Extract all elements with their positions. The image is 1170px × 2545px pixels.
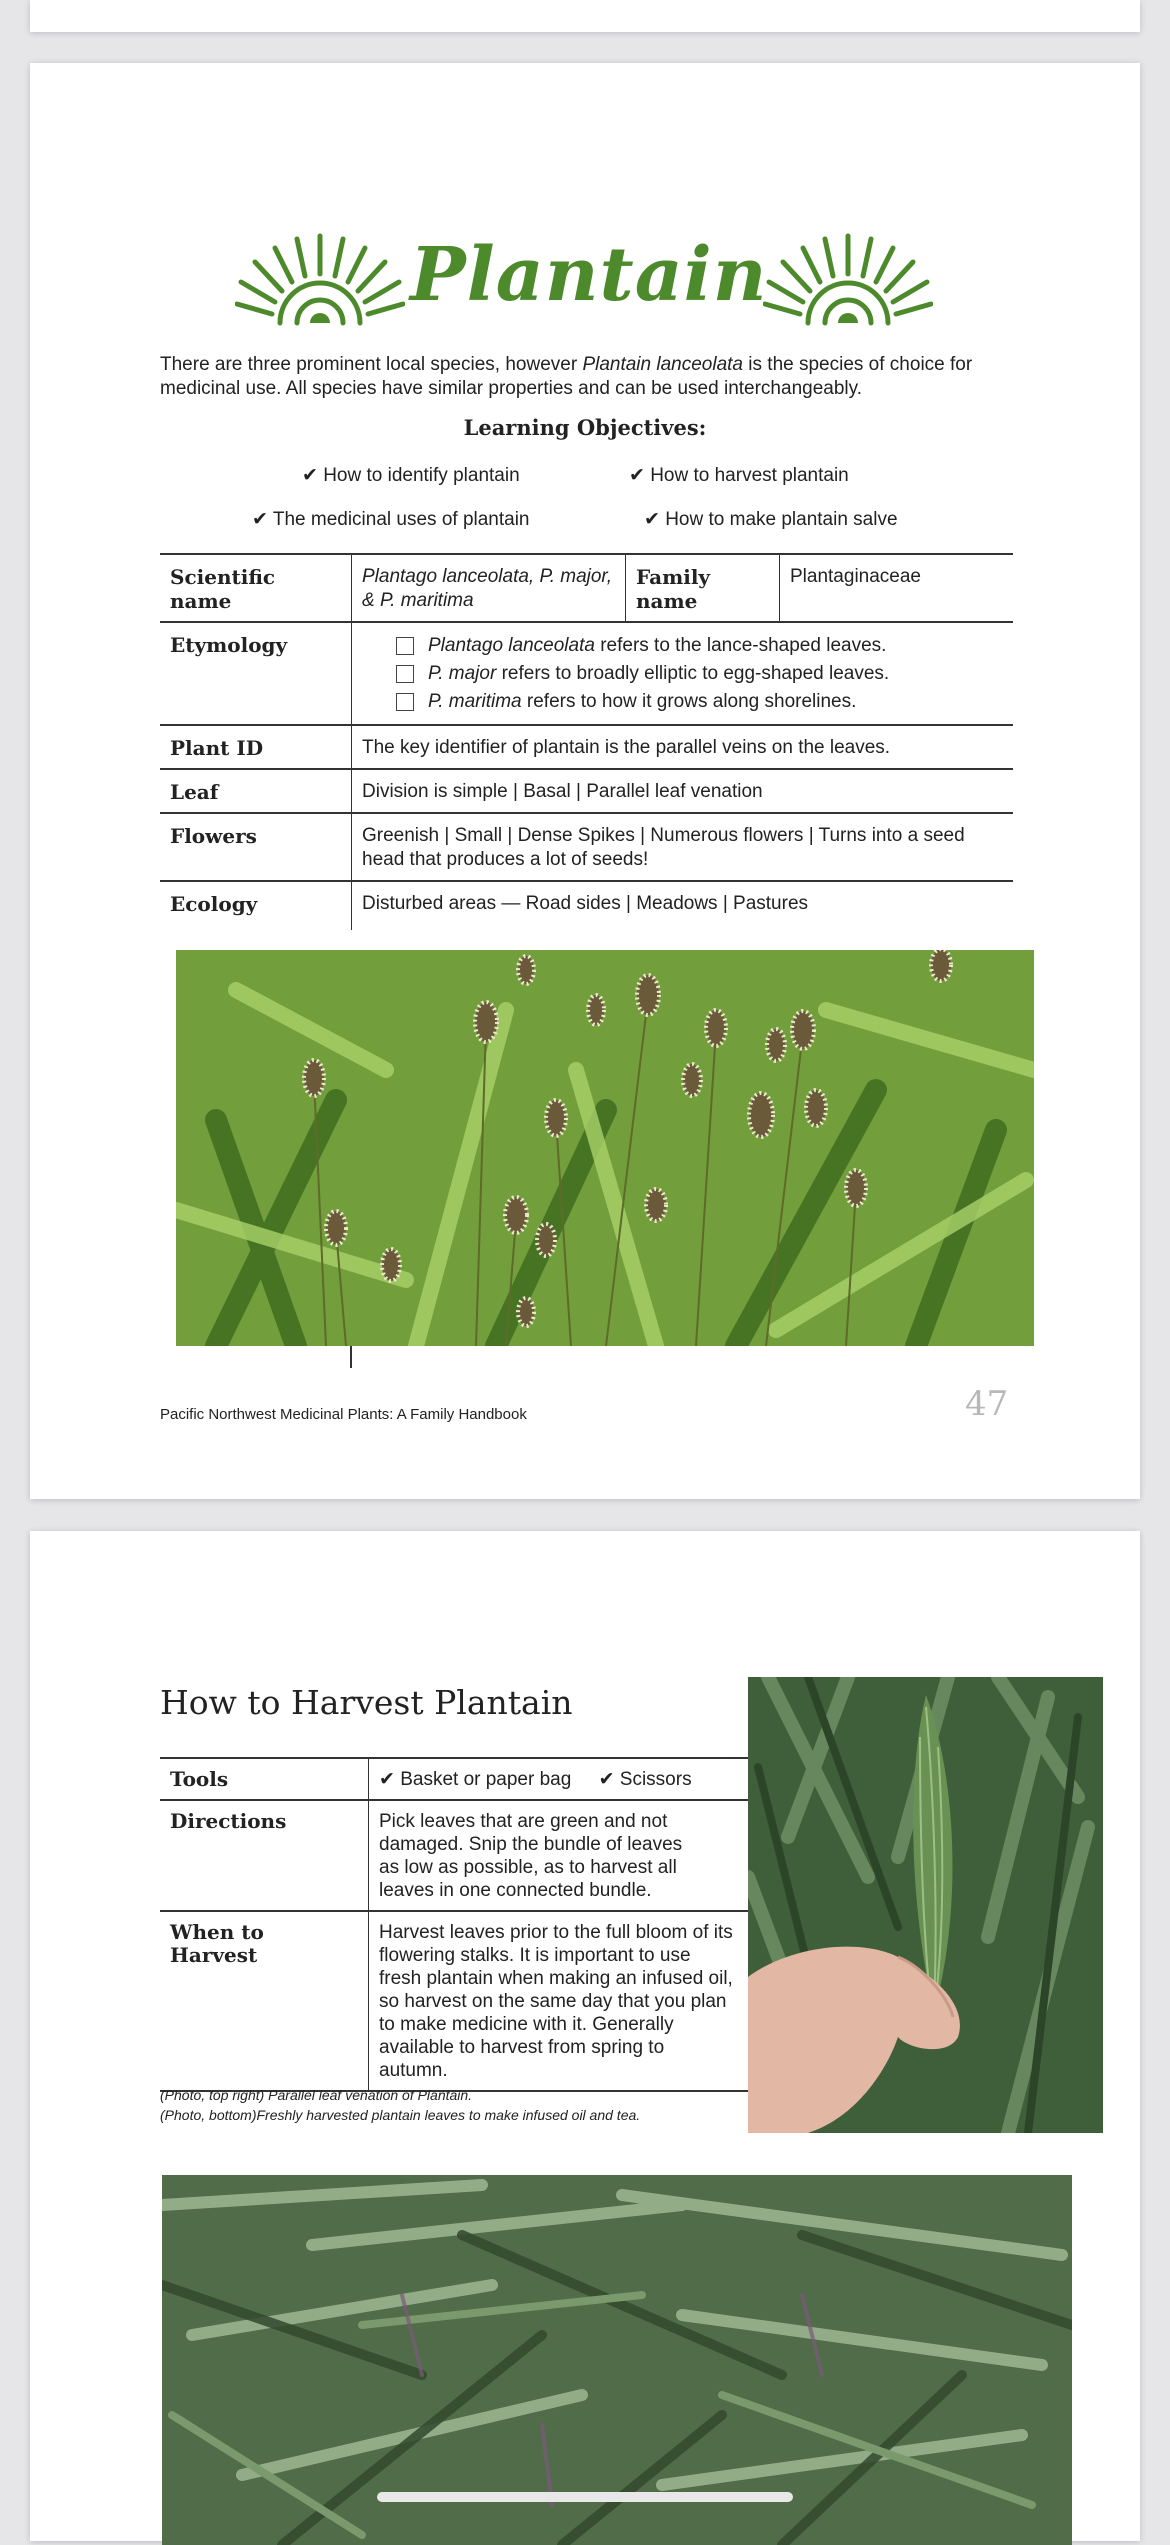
sun-logo-left <box>235 228 405 328</box>
plant-id-value: The key identifier of plantain is the parallel veins on the leaves. <box>362 737 891 758</box>
page-48 <box>30 1531 1140 2541</box>
page-number: 47 <box>965 1384 1009 1424</box>
objective-uses: ✔ The medicinal uses of plantain <box>252 509 530 530</box>
objective-salve: ✔ How to make plantain salve <box>644 509 898 530</box>
row-scientific-name <box>160 554 1013 622</box>
directions-value: Pick leaves that are green and not damaged. Snip the bundle of leaves as low as possible, as to harvest all leaves in one connected bundle. <box>379 1811 683 1901</box>
leaf-value: Division is simple | Basal | Parallel leaf venation <box>362 781 763 802</box>
home-indicator[interactable] <box>377 2492 793 2502</box>
intro-species-name: Plantain lanceolata <box>582 354 744 375</box>
intro-paragraph: There are three prominent local species, however Plantain lanceolata is the species of choice for medicinal use. All species have similar properties and can be used interchangeably. <box>160 354 973 399</box>
checkbox-icon <box>396 665 414 683</box>
row-plant-id <box>160 725 1013 769</box>
objective-identify: ✔ How to identify plantain <box>302 465 520 486</box>
plantain-flowers-photo <box>176 950 1034 1346</box>
sun-logo-right <box>763 228 933 328</box>
row-leaf <box>160 769 1013 813</box>
etymology-item: P. maritima refers to how it grows along shorelines. <box>396 690 1003 714</box>
family-name-label: Family name <box>626 554 780 622</box>
flowers-value: Greenish | Small | Dense Spikes | Numerous flowers | Turns into a seed head that produces a lot of seeds! <box>362 825 965 870</box>
previous-page-fragment <box>30 0 1140 32</box>
family-name-value: Plantaginaceae <box>790 566 921 587</box>
book-footer: Pacific Northwest Medicinal Plants: A Family Handbook <box>160 1406 527 1423</box>
leaf-label: Leaf <box>160 769 352 813</box>
tools-label: Tools <box>160 1758 369 1800</box>
objective-harvest: ✔ How to harvest plantain <box>629 465 849 486</box>
etymology-list <box>362 634 1003 714</box>
when-label: When to Harvest <box>160 1911 369 2091</box>
ecology-value: Disturbed areas — Road sides | Meadows | Pastures <box>362 893 809 914</box>
scientific-name-value: Plantago lanceolata, P. major, & P. maritima <box>352 554 626 622</box>
table-divider-tail <box>350 1346 352 1368</box>
row-directions <box>160 1800 748 1911</box>
caption-bottom: (Photo, bottom)Freshly harvested plantain leaves to make infused oil and tea. <box>160 2107 641 2123</box>
plant-info-table <box>160 553 1013 930</box>
tool-scissors: ✔ Scissors <box>598 1769 692 1790</box>
row-etymology <box>160 622 1013 725</box>
row-when-to-harvest <box>160 1911 748 2091</box>
etymology-item: Plantago lanceolata refers to the lance-shaped leaves. <box>396 634 1003 658</box>
objectives-heading: Learning Objectives: <box>463 415 707 440</box>
checkbox-icon <box>396 637 414 655</box>
scientific-name-label: Scientific name <box>160 554 352 622</box>
ecology-label: Ecology <box>160 881 352 930</box>
when-value: Harvest leaves prior to the full bloom of its flowering stalks. It is important to use fresh plantain when making an infused oil, so harvest on the same day that you plan to make medicine with it. Generally available to harvest from spring to autumn. <box>379 1922 733 2081</box>
flowers-label: Flowers <box>160 813 352 881</box>
etymology-label: Etymology <box>160 622 352 725</box>
title-banner <box>30 228 1140 348</box>
directions-label: Directions <box>160 1800 369 1911</box>
plant-id-label: Plant ID <box>160 725 352 769</box>
etymology-item: P. major refers to broadly elliptic to egg-shaped leaves. <box>396 662 1003 686</box>
row-flowers <box>160 813 1013 881</box>
checkbox-icon <box>396 693 414 711</box>
photo-captions <box>160 2085 640 2125</box>
harvest-table <box>160 1757 748 2092</box>
tool-basket: ✔ Basket or paper bag <box>379 1769 572 1790</box>
page-title: Plantain <box>410 232 768 318</box>
page-47 <box>30 63 1140 1499</box>
leaf-venation-photo <box>748 1677 1103 2133</box>
harvested-leaves-photo <box>162 2175 1072 2545</box>
row-tools <box>160 1758 748 1800</box>
harvest-heading: How to Harvest Plantain <box>160 1683 573 1722</box>
caption-top-right: (Photo, top right) Parallel leaf venation of Plantain. <box>160 2087 473 2103</box>
row-ecology <box>160 881 1013 930</box>
